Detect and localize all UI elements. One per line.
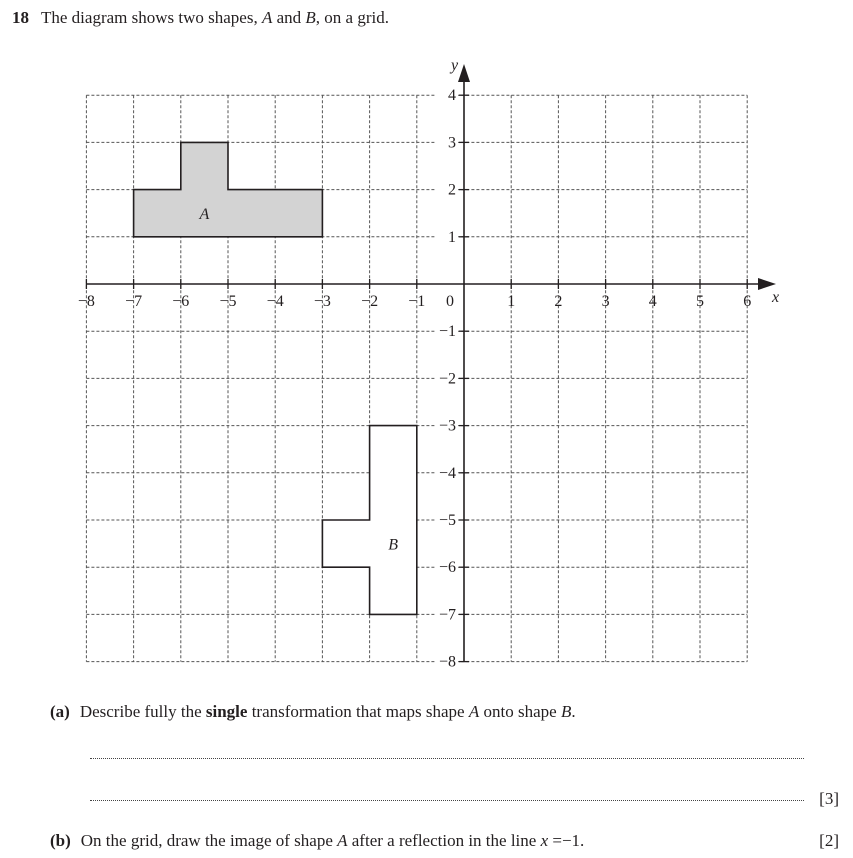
part-a-text-mid: transformation that maps shape — [247, 702, 469, 721]
part-a-marks: [3] — [819, 789, 839, 808]
question-shape-b: B — [305, 8, 316, 27]
shape-b-label: B — [388, 536, 399, 554]
x-tick-label: 3 — [601, 293, 610, 310]
y-axis-arrow-icon — [458, 64, 470, 82]
x-tick-label: 5 — [696, 293, 704, 310]
question-text-mid: and — [272, 8, 306, 27]
y-tick-label: −3 — [438, 417, 456, 435]
x-tick-label: −3 — [313, 293, 331, 310]
y-tick-label: −1 — [438, 323, 456, 341]
x-tick-label: 6 — [743, 293, 752, 310]
y-tick-label: −4 — [438, 464, 456, 482]
part-b-label: (b) — [50, 831, 71, 850]
x-tick-label: 1 — [507, 293, 516, 310]
y-tick-label: 3 — [448, 134, 456, 152]
x-tick-label: −1 — [408, 293, 426, 310]
question-shape-a: A — [261, 8, 273, 27]
y-tick-label: 1 — [448, 228, 456, 246]
x-axis-label: x — [772, 289, 780, 306]
y-tick-label: 2 — [448, 181, 456, 199]
part-b-text-post: after a reflection in the line — [347, 831, 541, 850]
shape-b — [322, 426, 416, 615]
part-b-equation-rest: =−1. — [548, 831, 585, 850]
x-tick-label: −2 — [361, 293, 379, 310]
part-a-shape-a: A — [468, 702, 480, 721]
y-tick-label: −6 — [438, 559, 456, 577]
part-a-label: (a) — [50, 702, 70, 721]
part-a-text-mid2: onto shape — [479, 702, 561, 721]
y-axis-label: y — [451, 57, 459, 74]
question-text-pre: The diagram shows two shapes, — [41, 8, 262, 27]
x-tick-label: 0 — [446, 293, 454, 310]
answer-line-1[interactable] — [90, 758, 804, 759]
part-a-shape-b: B — [560, 702, 572, 721]
y-tick-label: 4 — [448, 87, 456, 105]
x-tick-label: −5 — [219, 293, 237, 310]
part-b-text — [50, 831, 584, 851]
x-tick-label: 2 — [554, 293, 563, 310]
question-text-post: , on a grid. — [315, 8, 389, 27]
part-b-shape-a: A — [337, 831, 348, 850]
part-a-bold: single — [205, 702, 248, 721]
x-tick-label: −6 — [172, 293, 190, 310]
part-b-text-pre: On the grid, draw the image of shape — [80, 831, 338, 850]
x-tick-label: 4 — [648, 293, 657, 310]
part-a-text-pre: Describe fully the — [79, 702, 206, 721]
x-tick-label: −8 — [77, 293, 95, 310]
x-tick-label: −7 — [125, 293, 143, 310]
shape-a-label: A — [199, 206, 210, 224]
y-tick-label: −2 — [438, 370, 456, 388]
x-tick-label: −4 — [266, 293, 284, 310]
part-b-marks: [2] — [819, 831, 839, 850]
answer-line-2[interactable] — [90, 800, 804, 801]
part-b-equation-var: x — [540, 831, 549, 850]
y-tick-label: −7 — [438, 606, 456, 624]
y-tick-label: −8 — [438, 653, 456, 671]
part-a-text — [50, 702, 576, 722]
question-number: 18 — [12, 8, 29, 27]
y-tick-label: −5 — [438, 512, 456, 529]
part-a-text-post: . — [571, 702, 576, 721]
shape-a — [134, 142, 323, 236]
